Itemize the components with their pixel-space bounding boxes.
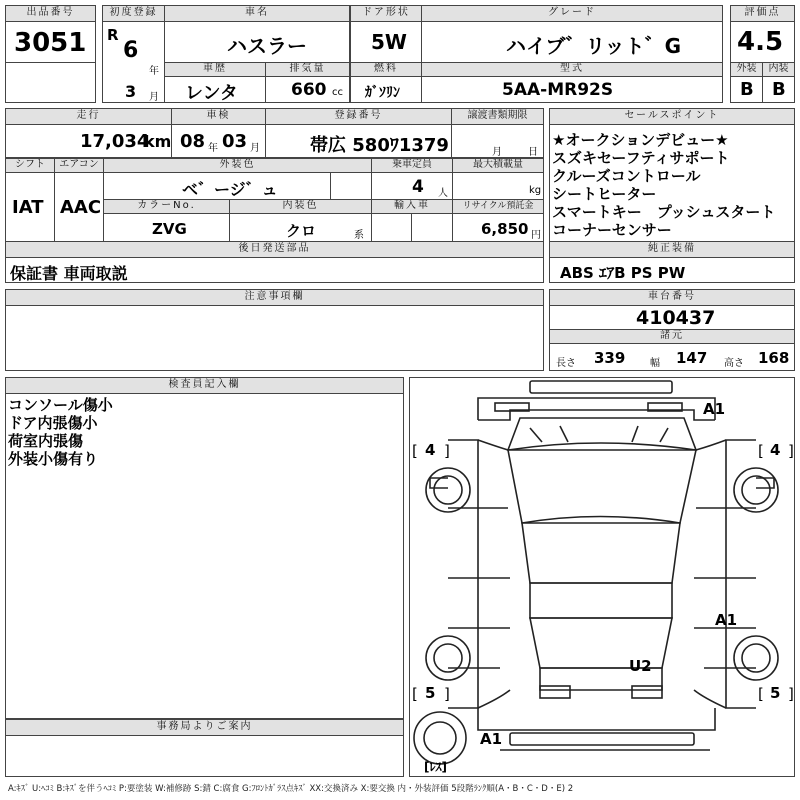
import-cell-a [371, 213, 412, 242]
max-load-cell [452, 172, 544, 200]
import-cell-b [411, 213, 453, 242]
capacity-cell [371, 172, 453, 200]
inspection-month-unit: 月 [250, 143, 260, 154]
mileage-unit: km [144, 132, 172, 151]
sales-item: シートヒーター [552, 185, 657, 203]
history-cell [164, 76, 266, 103]
inspector-line: ドア内張傷小 [8, 414, 98, 432]
tire-fr: 4 [770, 441, 781, 459]
displacement-unit: cc [332, 87, 343, 98]
first-reg-cell [102, 21, 165, 103]
fl-bracket-close: ] [444, 442, 450, 460]
exterior: B [740, 79, 754, 100]
ac-cell [54, 172, 104, 242]
sales-item: スマートキー プッシュスタート [552, 203, 776, 221]
shift-label: シフト [5, 158, 55, 173]
width: 147 [676, 349, 708, 367]
height: 168 [758, 349, 790, 367]
inspector-line: 外装小傷有り [8, 450, 99, 468]
displacement: 660 [291, 80, 327, 100]
recycle-unit: 円 [531, 230, 541, 241]
tire-rr: 5 [770, 684, 781, 702]
ac: AAC [60, 197, 102, 218]
plate-cell [265, 124, 452, 158]
dims-cell [549, 343, 795, 371]
spare-tire-label: [ﾚｽ] [424, 760, 447, 774]
displacement-label: 排気量 [265, 62, 350, 77]
era: R [107, 26, 119, 44]
notes-box [5, 305, 544, 371]
later-label: 後日発送部品 [5, 241, 544, 258]
score-label: 評価点 [730, 5, 795, 22]
damage-a1-rear: A1 [480, 730, 503, 748]
mileage-cell [5, 124, 172, 158]
door-cell [350, 21, 422, 63]
exterior-label: 外装 [730, 62, 763, 77]
max-load-label: 最大積載量 [452, 158, 544, 173]
grade-cell [421, 21, 723, 63]
equip-label: 純正装備 [549, 241, 795, 258]
fuel-label: 燃料 [350, 62, 422, 77]
length: 339 [594, 349, 626, 367]
score-cell [730, 21, 795, 63]
equip: ABS ｴｱB PS PW [560, 264, 686, 282]
lot-no-blank [5, 62, 96, 103]
rl-bracket-open: [ [412, 685, 418, 703]
inspection-year-unit: 年 [208, 143, 218, 154]
score: 4.5 [737, 27, 784, 57]
inspector-line: コンソール傷小 [8, 396, 113, 414]
inspection-month: 03 [222, 131, 248, 152]
int-color: クロ [286, 222, 317, 240]
tire-fl: 4 [425, 441, 436, 459]
model: 5AA-MR92S [502, 80, 614, 100]
model-label: 型式 [421, 62, 723, 77]
fr-bracket-open: [ [758, 442, 764, 460]
grade: ハイブ゛リット゛G [506, 34, 682, 58]
mileage-label: 走行 [5, 108, 172, 125]
color-no-cell [103, 213, 230, 242]
lot-no: 3051 [14, 28, 87, 58]
ext-color-extra [330, 172, 372, 200]
ext-color: ベ゛ージ゛ュ [182, 180, 278, 199]
reg-month: 3 [125, 82, 137, 101]
tire-rl: 5 [425, 684, 436, 702]
reg-year-unit: 年 [149, 66, 159, 77]
inspection-cell [171, 124, 266, 158]
height-label: 高さ [724, 358, 744, 369]
exterior-cell [730, 76, 763, 103]
door-label: ドア形状 [350, 5, 422, 22]
displacement-cell [265, 76, 350, 103]
mileage: 17,034 [80, 131, 150, 152]
reg-month-unit: 月 [149, 92, 159, 103]
sales-label: セールスポイント [549, 108, 795, 125]
interior-label: 内装 [762, 62, 795, 77]
transfer-month: 月 [492, 147, 502, 158]
car-outline-diagram [410, 378, 794, 776]
car-name-cell [164, 21, 350, 63]
transfer-cell [451, 124, 544, 158]
plate-label: 登録番号 [265, 108, 452, 125]
interior: B [772, 79, 786, 100]
sales-item: クルーズコントロール [552, 167, 701, 185]
capacity-unit: 人 [438, 188, 448, 199]
fuel-cell [350, 76, 422, 103]
recycle-cell [452, 213, 544, 242]
office-label: 事務局よりご案内 [5, 719, 404, 736]
lot-no-cell [5, 21, 96, 63]
history: レンタ [185, 83, 238, 104]
int-color-label: 内装色 [229, 199, 372, 214]
first-reg-label: 初度登録 [102, 5, 165, 22]
capacity: 4 [412, 177, 424, 197]
sales-box [549, 124, 795, 242]
ac-label: エアコン [54, 158, 104, 173]
chassis-label: 車台番号 [549, 289, 795, 306]
import-label: 輸入車 [371, 199, 453, 214]
car-name-label: 車名 [164, 5, 350, 22]
capacity-label: 乗車定員 [371, 158, 453, 173]
transfer-day: 日 [528, 147, 538, 158]
ext-color-cell [103, 172, 331, 200]
int-color-unit: 系 [354, 230, 364, 241]
fl-bracket-open: [ [412, 442, 418, 460]
width-label: 幅 [650, 358, 660, 369]
max-load-unit: kg [529, 185, 542, 196]
reg-year: 6 [123, 38, 139, 63]
interior-cell [762, 76, 795, 103]
fuel: ｶﾞｿﾘﾝ [365, 85, 400, 101]
car-diagram [409, 377, 795, 777]
history-label: 車歴 [164, 62, 266, 77]
color-no-label: カラーNo. [103, 199, 230, 214]
inspection-label: 車検 [171, 108, 266, 125]
inspector-label: 検査員記入欄 [5, 377, 404, 394]
recycle: 6,850 [481, 220, 529, 238]
color-no: ZVG [152, 220, 187, 238]
car-name: ハスラー [227, 34, 307, 58]
lot-no-label: 出品番号 [5, 5, 96, 22]
equip-cell [549, 257, 795, 283]
ext-color-label: 外装色 [103, 158, 372, 173]
rr-bracket-open: [ [758, 685, 764, 703]
damage-u2: U2 [629, 657, 652, 675]
damage-a1-front: A1 [703, 400, 726, 418]
sales-item: ★オークションデビュー★ [552, 131, 729, 149]
inspection-year: 08 [180, 131, 206, 152]
legend: A:ｷｽﾞ U:ﾍｺﾐ B:ｷｽﾞを伴うﾍｺﾐ P:要塗装 W:補修跡 S:錆 C:腐食 G:ﾌﾛﾝﾄｶﾞﾗｽ点ｷｽﾞ XX:交換済み X:要交換 内・外装評価 5段階ﾗﾝｸ順(A・B・C・D・E) 2 [8, 784, 574, 794]
later-cell [5, 257, 544, 283]
chassis-cell [549, 305, 795, 330]
shift: IAT [12, 197, 44, 218]
sales-item: コーナーセンサー [552, 221, 672, 239]
fr-bracket-close: ] [788, 442, 794, 460]
notes-label: 注意事項欄 [5, 289, 544, 306]
later: 保証書 車両取説 [10, 264, 128, 283]
plate: 帯広 580ﾜ1379 [310, 135, 449, 156]
inspector-box [5, 393, 404, 719]
sales-item: スズキセーフティサポート [552, 149, 730, 167]
int-color-cell [229, 213, 372, 242]
office-box [5, 735, 404, 777]
transfer-label: 譲渡書類期限 [451, 108, 544, 125]
recycle-label: リサイクル預託金 [452, 199, 544, 214]
door: 5W [371, 30, 407, 54]
chassis-no: 410437 [636, 307, 716, 329]
rr-bracket-close: ] [788, 685, 794, 703]
grade-label: グレード [421, 5, 723, 22]
rl-bracket-close: ] [444, 685, 450, 703]
dims-label: 諸元 [549, 329, 795, 344]
model-cell [421, 76, 723, 103]
inspector-line: 荷室内張傷 [8, 432, 84, 450]
shift-cell [5, 172, 55, 242]
damage-a1-side: A1 [715, 611, 738, 629]
length-label: 長さ [556, 358, 576, 369]
